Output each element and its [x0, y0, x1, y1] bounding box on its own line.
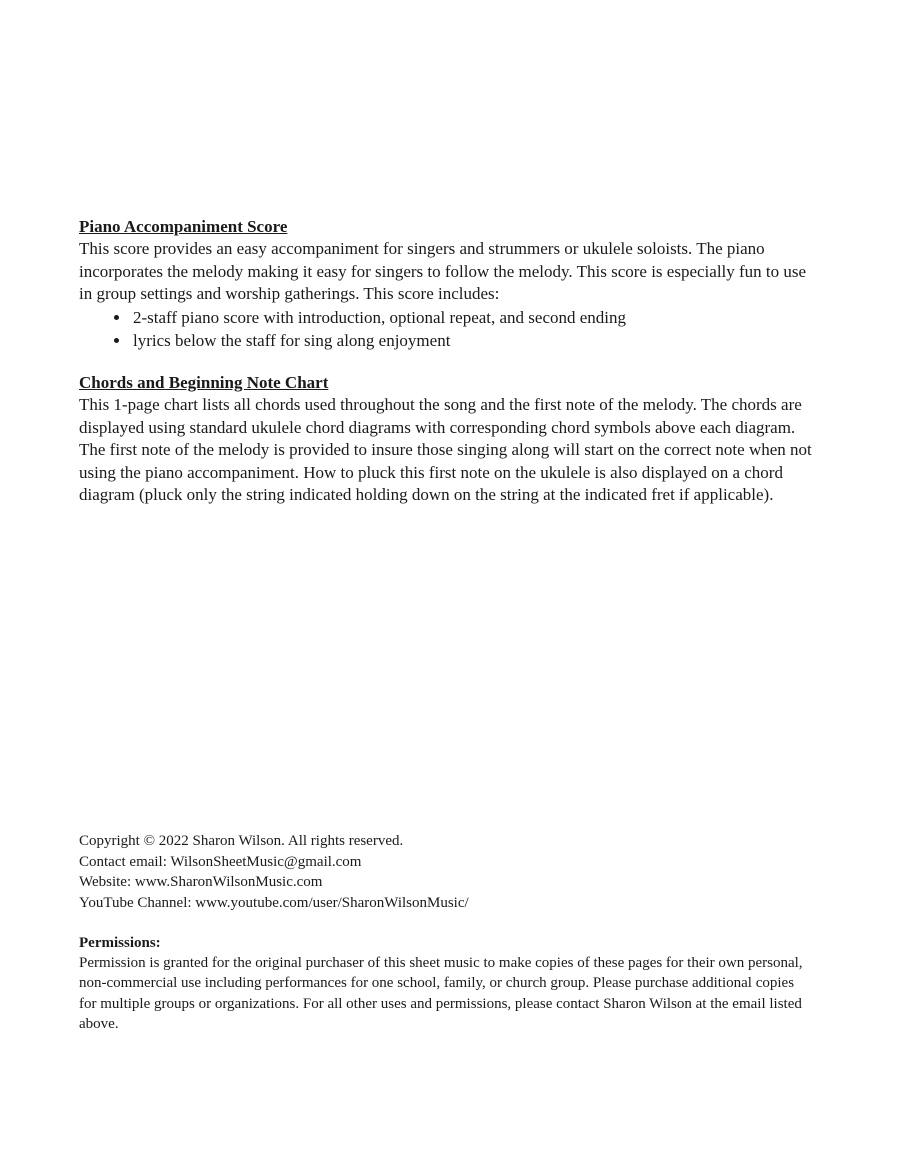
chords-chart-section — [79, 372, 814, 507]
copyright-line: Copyright © 2022 Sharon Wilson. All rights reserved. — [79, 833, 404, 849]
youtube-channel-line: YouTube Channel: www.youtube.com/user/SharonWilsonMusic/ — [79, 894, 469, 911]
chords-section-description: This 1-page chart lists all chords used throughout the song and the first note of the melody. The chords are displayed using standard ukulele chord diagrams with corresponding chord symbols above each diagram. The first note of the melody is provided to insure those singing along will start on the correct note when not using the piano accompaniment. How to pluck this first note on the ukulele is also displayed on a chord diagram (pluck only the string indicated holding down on the string at the indicated fret if applicable). — [79, 395, 812, 504]
piano-score-includes-list — [79, 306, 814, 352]
chords-section-heading: Chords and Beginning Note Chart — [79, 373, 329, 392]
permissions-heading: Permissions: — [79, 935, 161, 951]
website-line: Website: www.SharonWilsonMusic.com — [79, 874, 323, 890]
permissions-block — [79, 933, 814, 1034]
list-item: • 2-staff piano score with introduction, optional repeat, and second ending — [131, 306, 814, 329]
contact-info-block — [79, 831, 814, 913]
piano-accompaniment-section — [79, 216, 814, 352]
list-item: • lyrics below the staff for sing along enjoyment — [131, 329, 814, 352]
piano-section-description: This score provides an easy accompaniment for singers and strummers or ukulele soloists. The piano incorporates the melody making it easy for singers to follow the melody. This score is especially fun to use in group settings and worship gatherings. This score includes: — [79, 239, 807, 303]
piano-section-heading: Piano Accompaniment Score — [79, 217, 288, 236]
contact-email-line: Contact email: WilsonSheetMusic@gmail.com — [79, 853, 362, 870]
permissions-text: Permission is granted for the original purchaser of this sheet music to make copies of these pages for their own personal, non-commercial use including performances for one school, family, or church group. Please purchase additional copies for multiple groups or organizations. For all other uses and permissions, please contact Sharon Wilson at the email listed above. — [79, 955, 803, 1032]
